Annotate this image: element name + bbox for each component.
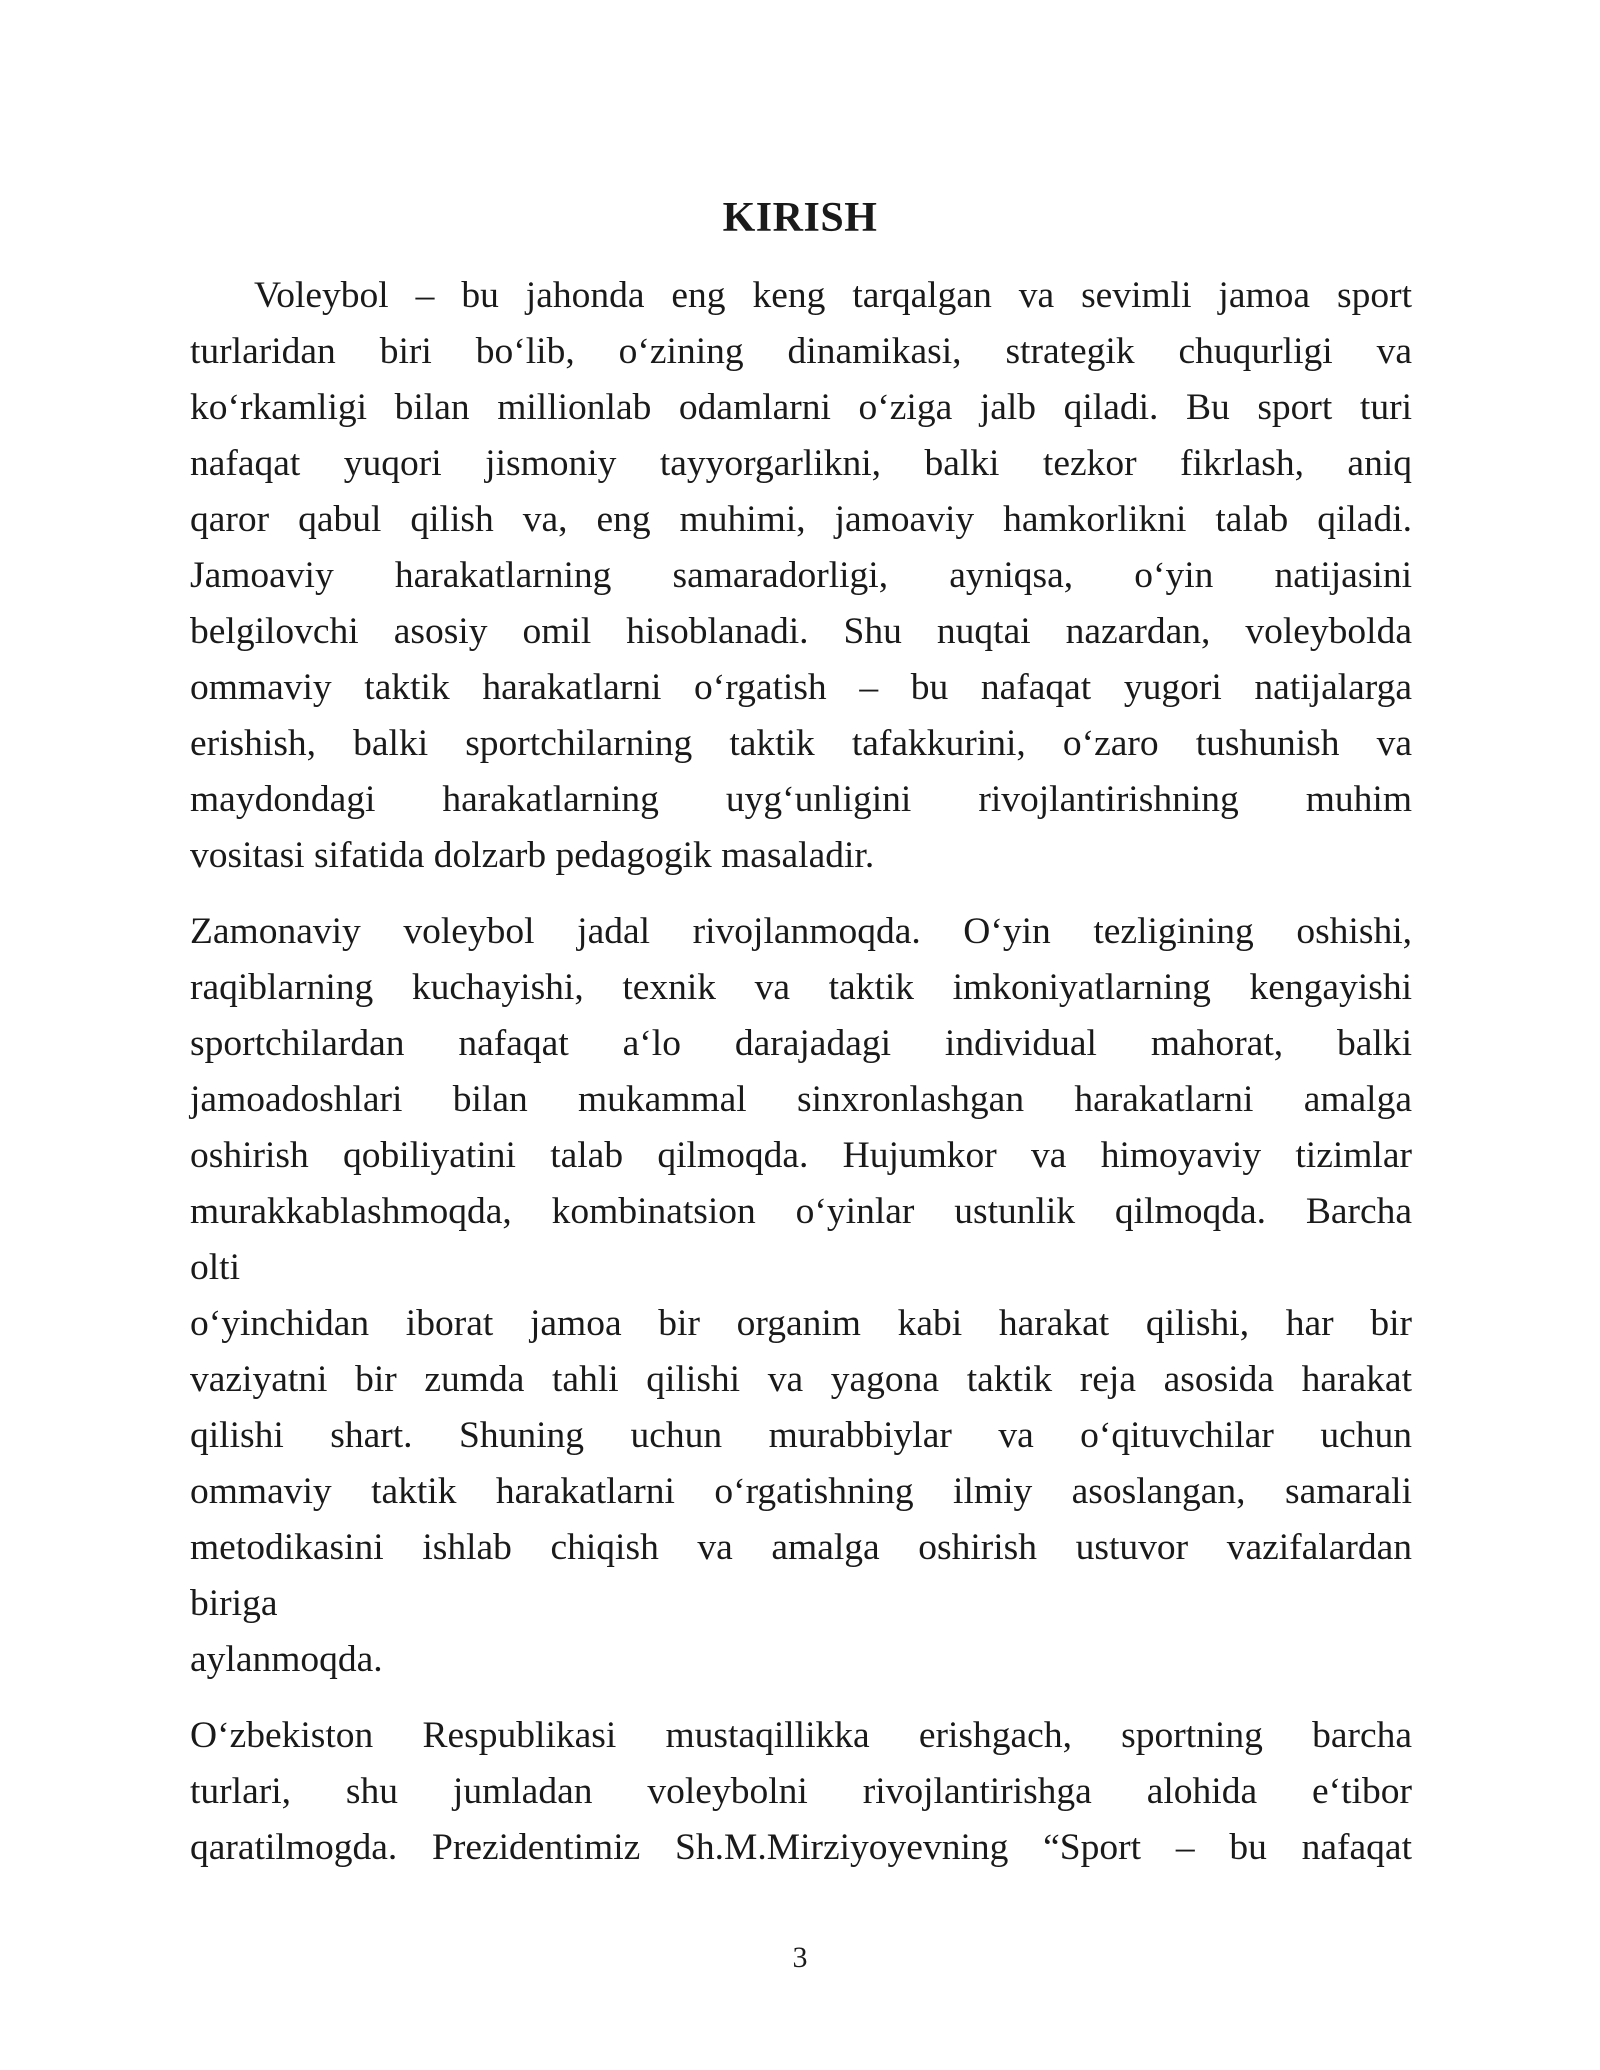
text-line: nafaqat yuqori jismoniy tayyorgarlikni, balki tezkor fikrlash, aniq: [190, 443, 1412, 484]
text-line: biriga: [190, 1583, 278, 1624]
text-line: Voleybol – bu jahonda eng keng tarqalgan va sevimli jamoa sport: [254, 275, 1412, 316]
text-line: Jamoaviy harakatlarning samaradorligi, ayniqsa, o‘yin natijasini: [190, 555, 1412, 596]
text-line: belgilovchi asosiy omil hisoblanadi. Shu nuqtai nazardan, voleybolda: [190, 611, 1412, 652]
page-number: 3: [792, 1941, 808, 1974]
text-line: olti: [190, 1247, 241, 1288]
text-line: maydondagi harakatlarning uyg‘unligini rivojlantirishning muhim: [190, 779, 1412, 820]
text-line: aylanmoqda.: [190, 1639, 383, 1680]
text-line: sportchilardan nafaqat a‘lo darajadagi individual mahorat, balki: [190, 1023, 1412, 1064]
text-line: ko‘rkamligi bilan millionlab odamlarni o‘ziga jalb qiladi. Bu sport turi: [190, 387, 1412, 428]
text-line: ommaviy taktik harakatlarni o‘rgatishning ilmiy asoslangan, samarali: [190, 1471, 1412, 1512]
page-title: KIRISH: [722, 195, 878, 241]
text-line: turlari, shu jumladan voleybolni rivojlantirishga alohida e‘tibor: [190, 1771, 1412, 1812]
text-line: raqiblarning kuchayishi, texnik va taktik imkoniyatlarning kengayishi: [190, 967, 1412, 1008]
text-line: ommaviy taktik harakatlarni o‘rgatish – bu nafaqat yugori natijalarga: [190, 667, 1412, 708]
text-line: metodikasini ishlab chiqish va amalga oshirish ustuvor vazifalardan: [190, 1527, 1412, 1568]
body-text: [190, 268, 1412, 1896]
text-line: vaziyatni bir zumda tahli qilishi va yagona taktik reja asosida harakat: [190, 1359, 1412, 1400]
text-line: qilishi shart. Shuning uchun murabbiylar va o‘qituvchilar uchun: [190, 1415, 1412, 1456]
text-line: vositasi sifatida dolzarb pedagogik masaladir.: [190, 835, 875, 876]
text-line: erishish, balki sportchilarning taktik tafakkurini, o‘zaro tushunish va: [190, 723, 1412, 764]
text-line: turlaridan biri bo‘lib, o‘zining dinamikasi, strategik chuqurligi va: [190, 331, 1412, 372]
text-line: qaratilmogda. Prezidentimiz Sh.M.Mirziyoyevning “Sport – bu nafaqat: [190, 1827, 1412, 1868]
paragraph-3: [190, 1708, 1412, 1876]
text-line: qaror qabul qilish va, eng muhimi, jamoaviy hamkorlikni talab qiladi.: [190, 499, 1412, 540]
paragraph-2: [190, 904, 1412, 1688]
text-line: oshirish qobiliyatini talab qilmoqda. Hujumkor va himoyaviy tizimlar: [190, 1135, 1412, 1176]
text-line: O‘zbekiston Respublikasi mustaqillikka erishgach, sportning barcha: [190, 1715, 1412, 1756]
text-line: Zamonaviy voleybol jadal rivojlanmoqda. O‘yin tezligining oshishi,: [190, 911, 1412, 952]
text-line: o‘yinchidan iborat jamoa bir organim kabi harakat qilishi, har bir: [190, 1303, 1412, 1344]
paragraph-1: [190, 268, 1412, 884]
text-line: jamoadoshlari bilan mukammal sinxronlashgan harakatlarni amalga: [190, 1079, 1412, 1120]
text-line: murakkablashmoqda, kombinatsion o‘yinlar ustunlik qilmoqda. Barcha: [190, 1191, 1412, 1232]
